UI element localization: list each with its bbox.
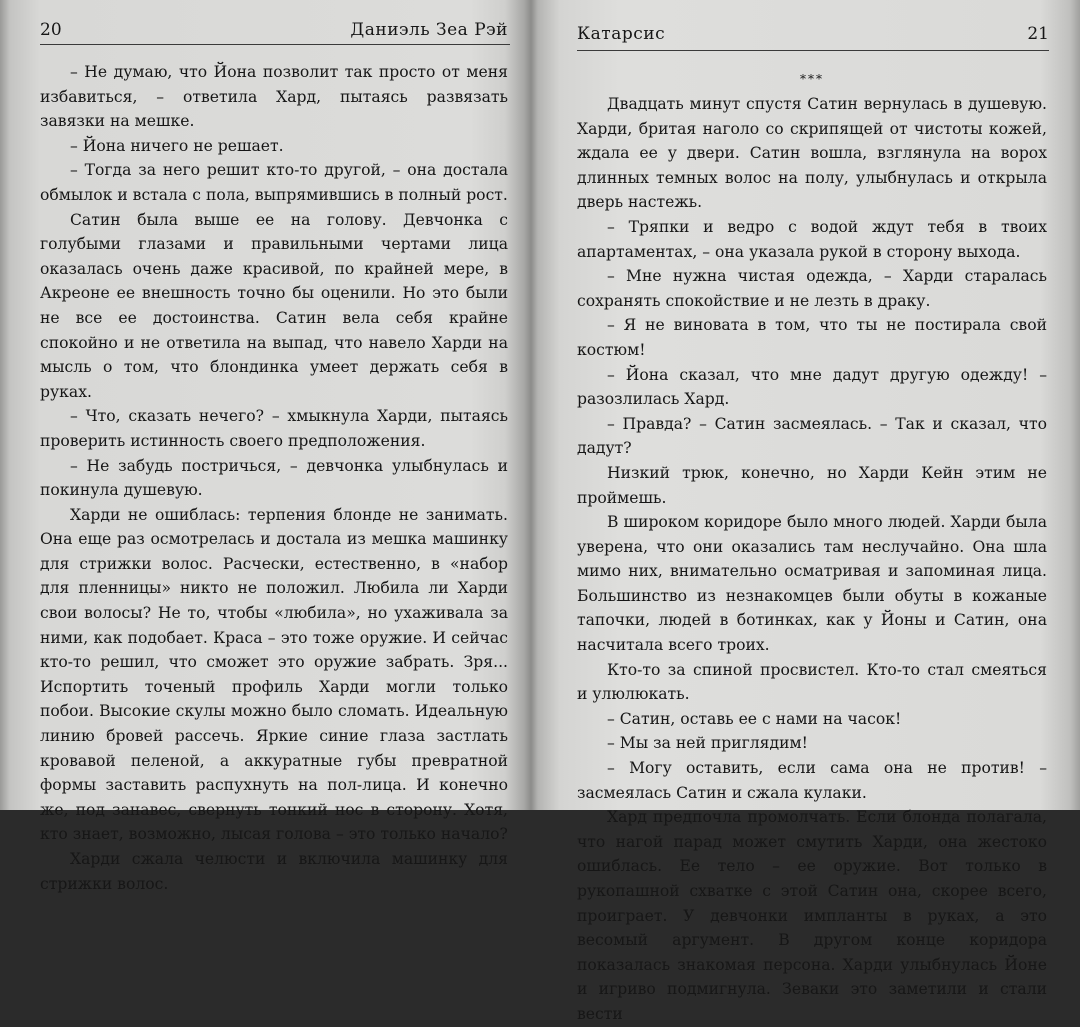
left-header-rule [40,44,510,45]
paragraph: – Могу оставить, если сама она не против! – засмеялась Сатин и сжала кулаки. [577,759,1047,802]
paragraph: Сатин была выше ее на голову. Девчонка с голубыми глазами и правильными чертами лица оказалась очень даже красивой, по крайней мере, в Акреоне ее внешность точно бы оценили. Но это были не все ее достоинства. Сатин вела себя крайне спокойно и не ответила на выпад, что навело Харди на мысль о том, что блондинка умеет держать себя в руках. [40,210,508,401]
paragraph: Низкий трюк, конечно, но Харди Кейн этим не проймешь. [577,463,1047,507]
left-page-body [40,60,508,896]
paragraph: – Что, сказать нечего? – хмыкнула Харди, пытаясь проверить истинность своего предположения. [40,407,508,450]
paragraph: – Мы за ней приглядим! [607,734,808,753]
paragraph: Кто-то за спиной просвистел. Кто-то стал смеяться и улюлюкать. [577,660,1047,704]
paragraph: Хард предпочла промолчать. Если блонда полагала, что нагой парад может смутить Харди, она жестоко ошиблась. Ее тело – ее оружие. Вот только в рукопашной схватке с этой Сатин она, скорее всего, проиграет. У девчонки импланты в руках, а это весомый аргумент. В другом конце коридора показалась знакомая персона. Харди улыбнулась Йоне и игриво подмигнула. Зеваки это заметили и стали вести [577,808,1047,1023]
right-running-head: Катарсис [577,24,666,44]
right-header-rule [577,50,1049,51]
paragraph: – Не думаю, что Йона позволит так просто от меня избавиться, – ответила Хард, пытаясь развязать завязки на мешке. [40,63,508,131]
left-page [0,0,530,893]
right-page-body [577,70,1047,1027]
paragraph: – Я не виновата в том, что ты не постирала свой костюм! [577,316,1047,359]
section-separator: *** [800,72,824,86]
paragraph: – Не забудь постричься, – девчонка улыбнулась и покинула душевую. [40,456,508,500]
left-page-number: 20 [40,20,62,40]
paragraph: В широком коридоре было много людей. Харди была уверена, что они оказались там неслучайно. Она шла мимо них, внимательно осматривая и запоминая лица. Большинство из незнакомцев были обуты в кожаные тапочки, людей в ботинках, как у Йоны и Сатин, она насчитала всего троих. [577,513,1047,655]
paragraph: – Йона ничего не решает. [70,136,284,155]
paragraph: Двадцать минут спустя Сатин вернулась в душевую. Харди, бритая наголо со скрипящей от чистоты кожей, ждала ее у двери. Сатин вошла, взглянула на ворох длинных темных волос на полу, улыбнулась и открыла дверь настежь. [577,95,1047,212]
paragraph: – Тряпки и ведро с водой ждут тебя в твоих апартаментах, – она указала рукой в сторону выхода. [577,217,1047,261]
left-page-header [40,18,510,42]
paragraph: – Сатин, оставь ее с нами на часок! [607,709,902,728]
right-page-number: 21 [1027,24,1049,44]
paragraph: Харди сжала челюсти и включила машинку для стрижки волос. [40,850,508,893]
paragraph: – Йона сказал, что мне дадут другую одежду! – разозлилась Хард. [577,365,1047,409]
right-page [532,0,1080,1023]
left-running-head: Даниэль Зеа Рэй [350,20,508,40]
paragraph: Харди не ошиблась: терпения блонде не занимать. Она еще раз осмотрелась и достала из мешка машинку для стрижки волос. Расчески, естественно, в «набор для пленницы» никто не положил. Любила ли Харди свои волосы? Не то, чтобы «любила», но ухаживала за ними, как подобает. Краса – это тоже оружие. И сейчас кто-то решил, что сможет это оружие забрать. Зря... Испортить точеный профиль Харди могли только побои. Высокие скулы можно было сломать. Идеальную линию бровей рассечь. Яркие синие глаза застлать кровавой пеленой, а аккуратные губы превратной формы заставить распухнуть на пол-лица. И конечно же, под занавес, свернуть тонкий нос в сторону. Хотя, кто знает, возможно, лысая голова – это только начало? [40,505,508,844]
right-page-header [577,22,1049,46]
paragraph: – Мне нужна чистая одежда, – Харди старалась сохранять спокойствие и не лезть в драку. [577,267,1047,310]
paragraph: – Тогда за него решит кто-то другой, – она достала обмылок и встала с пола, выпрямившись в полный рост. [40,161,508,204]
paragraph: – Правда? – Сатин засмеялась. – Так и сказал, что дадут? [577,414,1047,458]
